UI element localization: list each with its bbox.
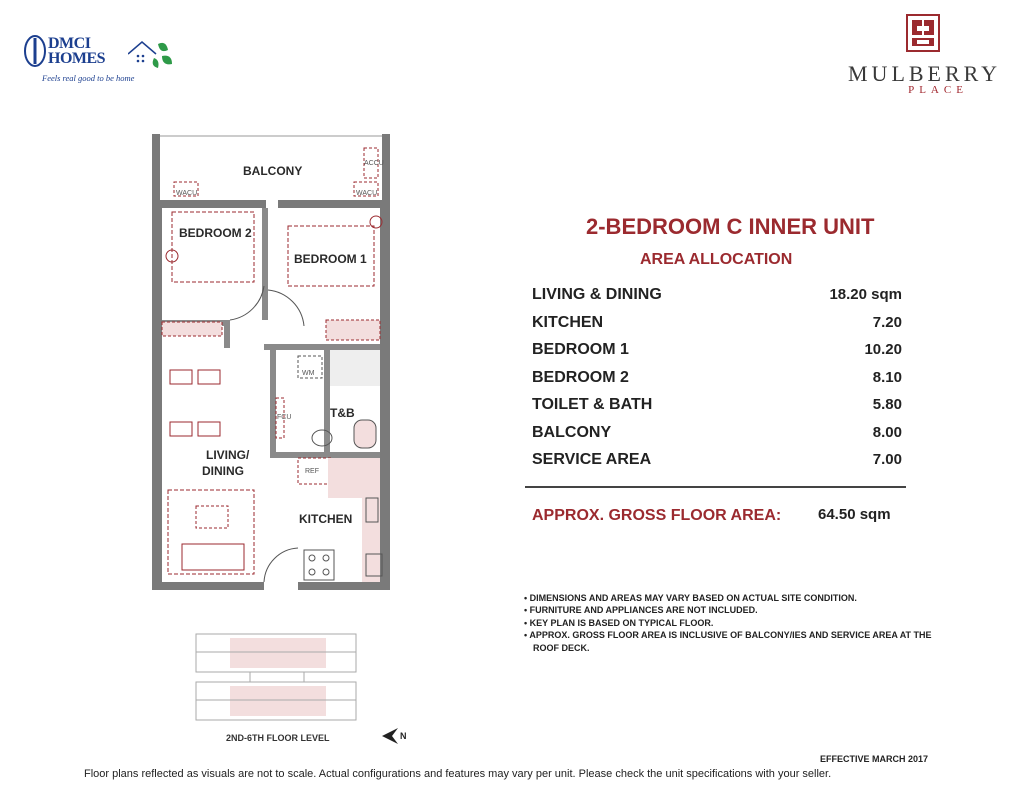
mulberry-place-logo — [848, 14, 1002, 96]
area-value: 7.20 — [872, 313, 902, 331]
note-item: • APPROX. GROSS FLOOR AREA IS INCLUSIVE OF BALCONY/IES AND SERVICE AREA AT THE ROOF DECK. — [524, 630, 932, 653]
gross-floor-area-label: APPROX. GROSS FLOOR AREA: — [532, 507, 782, 524]
area-value: 8.00 — [872, 423, 902, 441]
ref-label: REF — [305, 468, 319, 475]
place-wordmark: PLACE — [908, 84, 968, 96]
dmci-homes-logo — [24, 32, 174, 88]
dmci-line1: DMCI — [48, 35, 91, 52]
wacu-label-left: WACU — [176, 190, 198, 197]
key-plan-drawing — [186, 630, 366, 722]
area-name: BEDROOM 2 — [532, 368, 629, 386]
key-plan — [186, 630, 366, 722]
wm-label: WM — [302, 370, 315, 377]
north-label: N — [400, 731, 407, 741]
area-name: BEDROOM 1 — [532, 341, 629, 358]
footer-disclaimer: Floor plans reflected as visuals are not to scale. Actual configurations and features may vary per unit. Please check the unit specifications with your seller. — [84, 768, 832, 780]
area-row — [532, 396, 912, 424]
living-label-line1: LIVING/ — [206, 448, 250, 462]
area-value: 8.10 — [872, 368, 902, 386]
area-row — [532, 341, 912, 369]
area-name: SERVICE AREA — [532, 451, 652, 468]
accu-label: ACCU — [364, 160, 384, 167]
area-allocation-list — [532, 286, 912, 479]
effective-date: EFFECTIVE MARCH 2017 — [820, 754, 929, 764]
area-row — [532, 369, 912, 397]
dmci-tagline: Feels real good to be home — [42, 73, 135, 83]
tb-label: T&B — [330, 406, 355, 420]
dmci-wordmark — [48, 36, 105, 66]
area-value: 7.00 — [872, 451, 902, 468]
living-label-line2: DINING — [202, 464, 244, 478]
wacu-label-right: WACU — [356, 190, 378, 197]
mulberry-emblem-icon — [906, 14, 940, 52]
floor-plan-drawing — [148, 130, 410, 610]
unit-title: 2-BEDROOM C INNER UNIT — [586, 214, 875, 239]
area-name: BALCONY — [532, 423, 612, 441]
area-name: KITCHEN — [532, 313, 604, 331]
area-row — [532, 314, 912, 342]
note-item: • DIMENSIONS AND AREAS MAY VARY BASED ON ACTUAL SITE CONDITION. — [524, 593, 857, 603]
area-value: 18.20 sqm — [829, 286, 902, 303]
balcony-label: BALCONY — [243, 164, 303, 178]
kitchen-label: KITCHEN — [299, 512, 353, 526]
note-item: • KEY PLAN IS BASED ON TYPICAL FLOOR. — [524, 617, 714, 628]
area-name: TOILET & BATH — [532, 396, 653, 413]
dmci-line2: HOMES — [48, 50, 106, 67]
area-value: 5.80 — [872, 396, 902, 413]
area-allocation-title: AREA ALLOCATION — [640, 251, 793, 268]
area-value: 10.20 — [864, 341, 902, 358]
gross-floor-area-value: 64.50 sqm — [818, 506, 891, 523]
area-divider — [525, 486, 906, 488]
mulberry-wordmark: MULBERRY — [848, 61, 1002, 86]
note-item: • FURNITURE AND APPLIANCES ARE NOT INCLUDED. — [524, 605, 758, 616]
area-row — [532, 451, 912, 479]
fcu-label: FCU — [277, 414, 292, 421]
unit-floor-plan — [148, 130, 410, 610]
area-name: LIVING & DINING — [532, 286, 662, 303]
area-row — [532, 424, 912, 452]
key-plan-caption: 2ND-6TH FLOOR LEVEL — [226, 733, 330, 743]
disclaimer-notes — [524, 592, 944, 654]
bedroom2-label: BEDROOM 2 — [179, 226, 252, 240]
area-row — [532, 286, 912, 314]
bedroom1-label: BEDROOM 1 — [294, 252, 367, 266]
dmci-emblem-icon — [24, 34, 46, 68]
house-leaf-icon — [128, 36, 174, 72]
